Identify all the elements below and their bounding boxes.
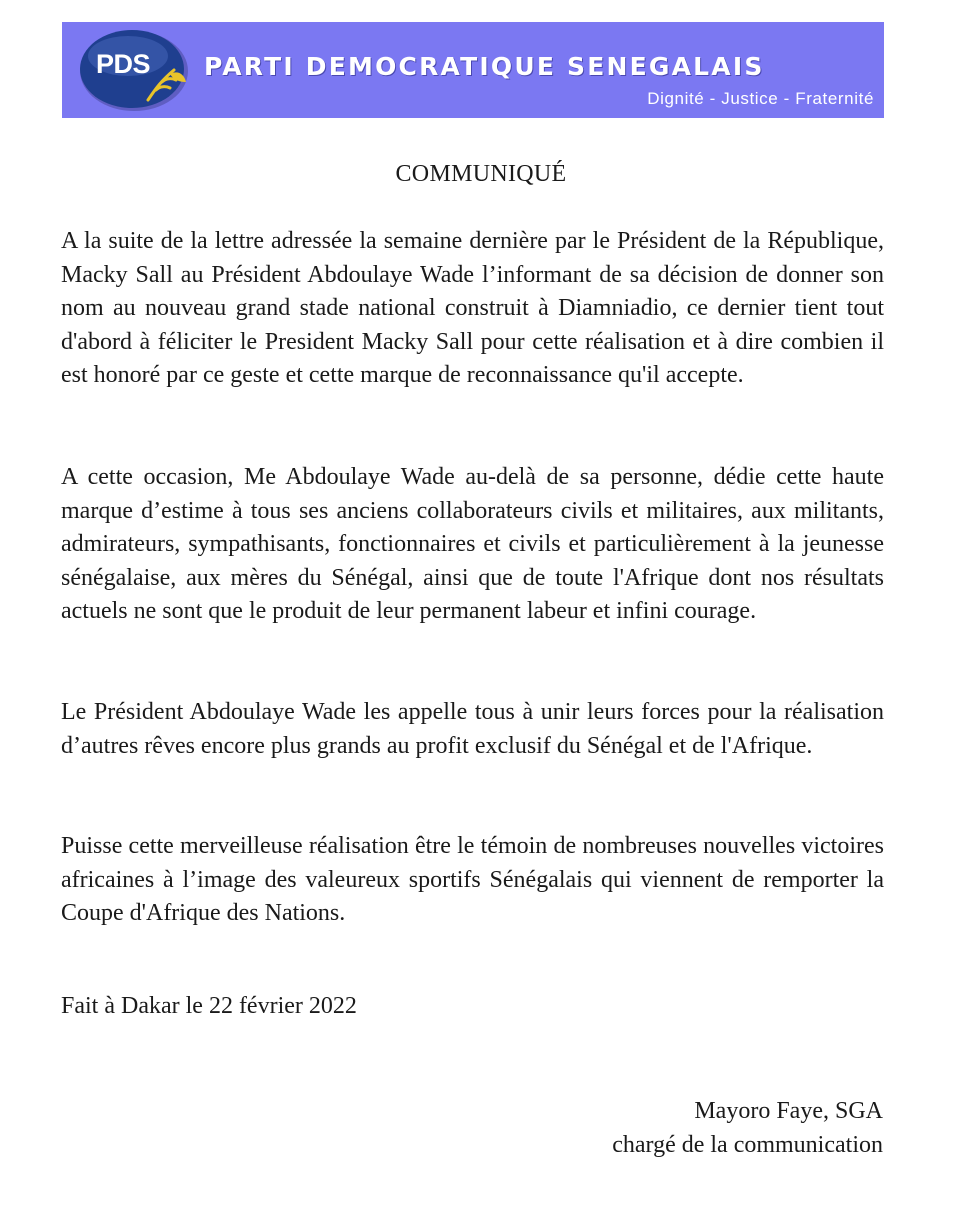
logo-text: PDS <box>96 49 151 79</box>
document-title: COMMUNIQUÉ <box>395 161 567 187</box>
paragraph-1: A la suite de la lettre adressée la semaine dernière par le Président de la République, Macky Sall au Président Abdoulaye Wade l’informant de sa décision de donner son nom au nouveau grand stade national construit à Diamniadio, ce dernier tient tout d'abord à féliciter le President Macky Sall pour cette réalisation et à dire combien il est honoré par ce geste et cette marque de reconnaissance qu'il accepte. <box>61 228 884 389</box>
signature-block <box>612 1094 883 1162</box>
party-name: PARTI DEMOCRATIQUE SENEGALAIS <box>204 52 765 81</box>
pds-logo <box>78 26 190 112</box>
signatory-role: chargé de la communication <box>612 1132 883 1158</box>
paragraph-3: Le Président Abdoulaye Wade les appelle tous à unir leurs forces pour la réalisation d’autres rêves encore plus grands au profit exclusif du Sénégal et de l'Afrique. <box>61 699 884 759</box>
party-motto: Dignité - Justice - Fraternité <box>647 89 874 108</box>
header-banner <box>62 22 884 118</box>
paragraph-4: Puisse cette merveilleuse réalisation être le témoin de nombreuses nouvelles victoires africaines à l’image des valeureux sportifs Sénégalais qui viennent de remporter la Coupe d'Afrique des Nations. <box>61 833 884 927</box>
paragraph-2: A cette occasion, Me Abdoulaye Wade au-delà de sa personne, dédie cette haute marque d’estime à tous ses anciens collaborateurs civils et militaires, aux militants, admirateurs, sympathisants, fonctionnaires et civils et particulièrement à la jeunesse sénégalaise, aux mères du Sénégal, ainsi que de toute l'Afrique dont nos résultats actuels ne sont que le produit de leur permanent labeur et infini courage. <box>61 464 884 625</box>
signatory-name: Mayoro Faye, SGA <box>694 1098 883 1124</box>
dateline: Fait à Dakar le 22 février 2022 <box>61 993 357 1019</box>
